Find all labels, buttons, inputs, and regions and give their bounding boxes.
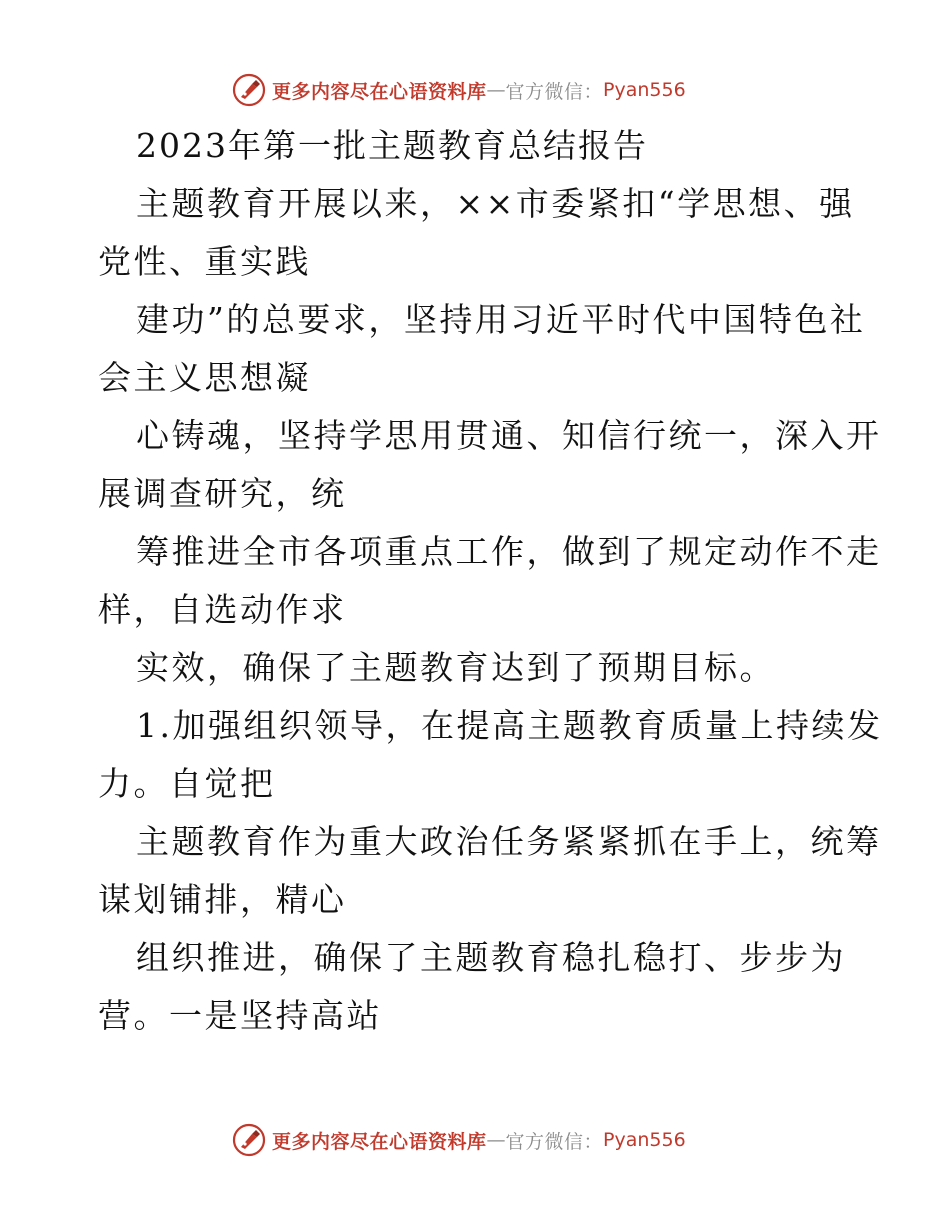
watermark-main-text: 更多内容尽在心语资料库 [272,1130,487,1153]
document-title: 2023年第一批主题教育总结报告 [136,126,648,165]
paragraph-line: 力。自觉把 [98,764,276,803]
paragraph-line: 建功”的总要求，坚持用习近平时代中国特色社 [136,300,866,339]
footer-watermark [232,1122,686,1158]
paragraph-line: 组织推进，确保了主题教育稳扎稳打、步步为 [136,938,846,977]
pen-nib-logo-icon [232,73,266,107]
paragraph-line: 党性、重实践 [98,242,311,281]
watermark-wechat-id: Pyan556 [603,79,686,101]
paragraph-line: 样，自选动作求 [98,590,347,629]
section-heading-line: 1.加强组织领导，在提高主题教育质量上持续发 [136,706,883,745]
paragraph-line: 主题教育开展以来，××市委紧扣“学思想、强 [136,184,855,223]
watermark-wechat-id: Pyan556 [603,1129,686,1151]
watermark-separator: — [486,79,506,101]
document-body [98,117,883,1045]
watermark-wechat-label: 官方微信： [505,1130,604,1153]
paragraph-line: 主题教育作为重大政治任务紧紧抓在手上，统筹 [136,822,882,861]
paragraph-line: 展调查研究，统 [98,474,347,513]
paragraph-line: 会主义思想凝 [98,358,311,397]
watermark-wechat-label: 官方微信： [505,80,604,103]
watermark-main-text: 更多内容尽在心语资料库 [272,80,487,103]
paragraph-line: 谋划铺排，精心 [98,880,347,919]
paragraph-line: 实效，确保了主题教育达到了预期目标。 [136,648,775,687]
paragraph-line: 营。一是坚持高站 [98,996,382,1035]
watermark-separator: — [486,1129,506,1151]
paragraph-line: 心铸魂，坚持学思用贯通、知信行统一，深入开 [136,416,882,455]
paragraph-line: 筹推进全市各项重点工作，做到了规定动作不走 [136,532,882,571]
pen-nib-logo-icon [232,1123,266,1157]
header-watermark [232,72,686,108]
